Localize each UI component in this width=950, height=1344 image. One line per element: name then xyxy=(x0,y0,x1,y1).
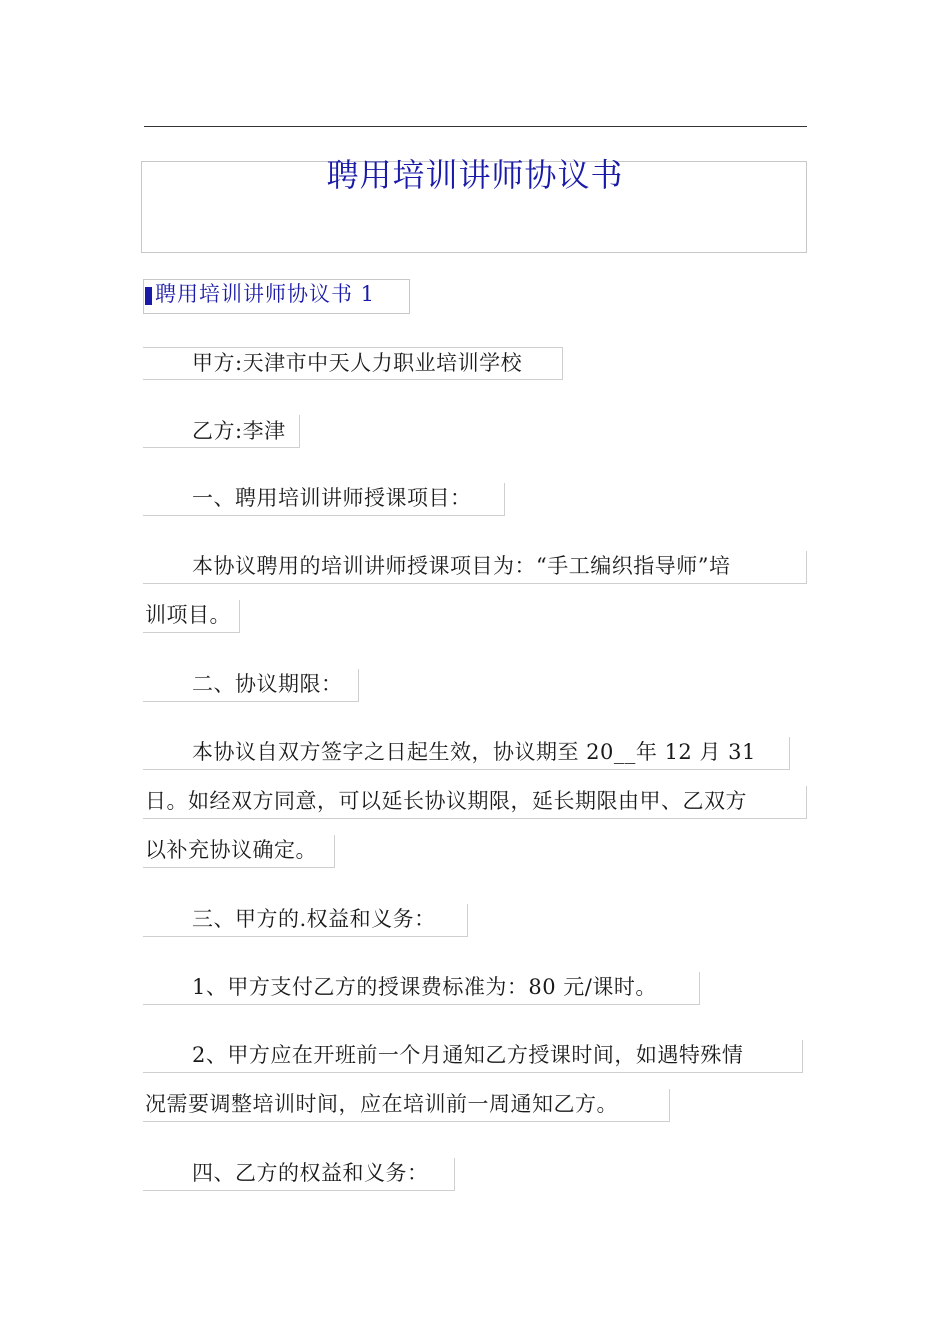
clause-2-text: 本协议自双方签字之日起生效，协议期至 20__年 12 月 31 xyxy=(192,740,756,764)
party-b-line: 乙方:李津 xyxy=(192,419,286,443)
clause-3-item-2: 2、甲方应在开班前一个月通知乙方授课时间，如遇特殊情 xyxy=(192,1043,744,1067)
section-marker xyxy=(145,287,152,305)
clause-heading-3: 三、甲方的.权益和义务： xyxy=(192,907,436,931)
clause-3-item-1: 1、甲方支付乙方的授课费标准为：80 元/课时。 xyxy=(192,975,657,999)
clause-1-text-cont: 训项目。 xyxy=(145,603,231,627)
clause-2-text-cont: 日。如经双方同意，可以延长协议期限，延长期限由甲、乙双方 xyxy=(145,789,747,813)
header-rule xyxy=(144,126,807,127)
clause-3-item-2-cont: 况需要调整培训时间，应在培训前一周通知乙方。 xyxy=(145,1092,618,1116)
clause-heading-4: 四、乙方的权益和义务： xyxy=(192,1161,429,1185)
clause-1-text: 本协议聘用的培训讲师授课项目为：“手工编织指导师”培 xyxy=(192,554,731,578)
clause-heading-1: 一、聘用培训讲师授课项目： xyxy=(192,486,472,510)
party-a-line: 甲方:天津市中天人力职业培训学校 xyxy=(192,351,523,375)
document-title: 聘用培训讲师协议书 xyxy=(326,156,624,194)
section-heading: 聘用培训讲师协议书 1 xyxy=(155,282,376,306)
clause-2-text-end: 以补充协议确定。 xyxy=(145,838,317,862)
clause-heading-2: 二、协议期限： xyxy=(192,672,343,696)
